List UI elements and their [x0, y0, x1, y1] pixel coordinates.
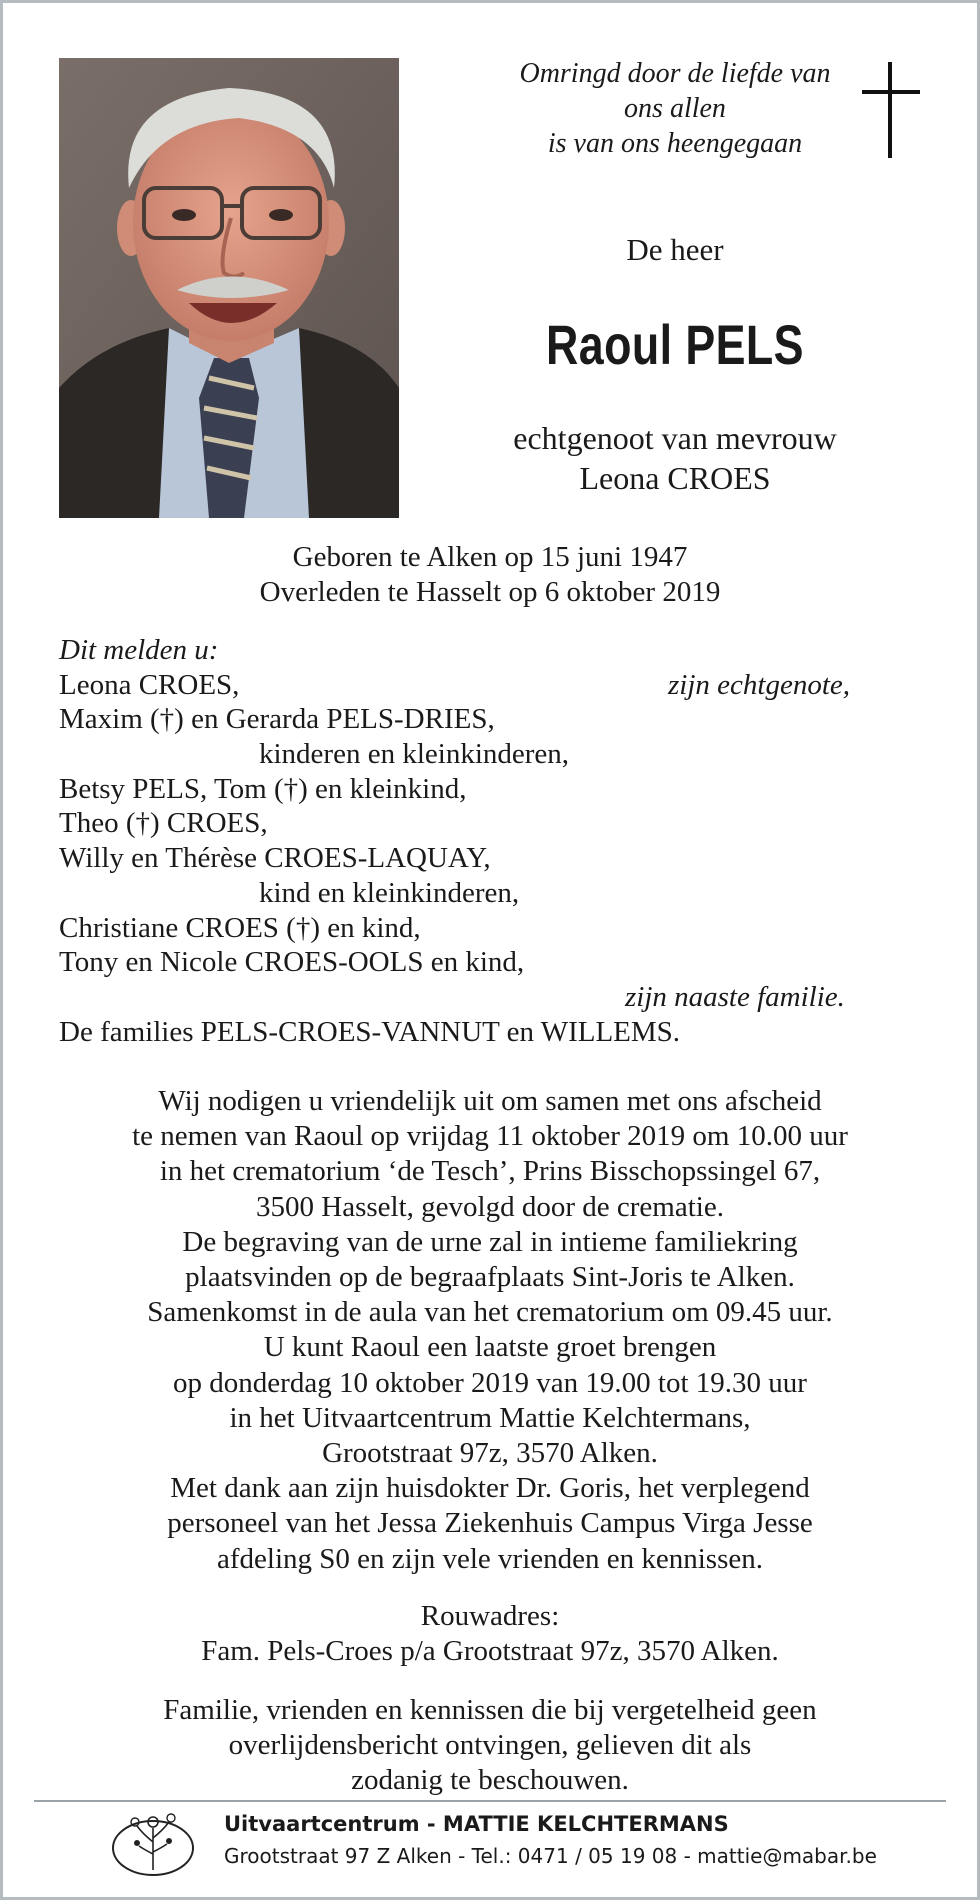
notice-line: Familie, vrienden en kennissen die bij vergetelheid geen: [163, 1694, 817, 1726]
family-member: Christiane CROES (†) en kind,: [59, 911, 421, 944]
birth-date: Geboren te Alken op 15 juni 1947: [292, 541, 688, 573]
notice-line: overlijdensbericht ontvingen, gelieven dit als: [228, 1729, 752, 1762]
family-member: Theo (†) CROES,: [59, 807, 268, 840]
intro-line: ons allen: [624, 93, 726, 124]
relation-label: zijn echtgenote,: [668, 668, 851, 701]
relation-label: zijn naaste familie.: [625, 980, 845, 1013]
notice-text: [0, 1693, 980, 1799]
death-date: Overleden te Hasselt op 6 oktober 2019: [259, 576, 721, 608]
life-dates: [0, 540, 980, 610]
notice-line: zodanig te beschouwen.: [351, 1764, 629, 1797]
spouse-line: echtgenoot van mevrouw: [513, 420, 837, 456]
honorific: De heer: [626, 232, 724, 267]
ceremony-line: afdeling S0 en zijn vele vrienden en kennissen.: [216, 1542, 763, 1575]
family-member: Betsy PELS, Tom (†) en kleinkind,: [59, 772, 467, 805]
deceased-name: Raoul PELS: [546, 313, 804, 376]
relation-line: kind en kleinkinderen,: [259, 876, 520, 909]
company-contact: Grootstraat 97 Z Alken - Tel.: 0471 / 05 19 08 - mattie@mabar.be: [224, 1844, 877, 1868]
family-intro: Dit melden u:: [59, 634, 219, 666]
ceremony-line: 3500 Hasselt, gevolgd door de crematie.: [256, 1190, 724, 1223]
family-list: [59, 633, 879, 1049]
family-member: Maxim (†) en Gerarda PELS-DRIES,: [59, 703, 495, 736]
ceremony-line: in het Uitvaartcentrum Mattie Kelchtermans,: [229, 1401, 751, 1434]
address-value: Fam. Pels-Croes p/a Grootstraat 97z, 3570 Alken.: [201, 1635, 779, 1668]
ceremony-line: Wij nodigen u vriendelijk uit om samen met ons afscheid: [158, 1085, 822, 1117]
ceremony-line: Grootstraat 97z, 3570 Alken.: [322, 1437, 658, 1470]
mourning-address: [0, 1599, 980, 1669]
flower-logo-icon: [105, 1808, 201, 1878]
footer-divider: [34, 1800, 946, 1802]
family-member: De families PELS-CROES-VANNUT en WILLEMS.: [59, 1015, 681, 1048]
family-member: Tony en Nicole CROES-OOLS en kind,: [59, 946, 525, 979]
ceremony-line: in het crematorium ‘de Tesch’, Prins Bisschopssingel 67,: [159, 1155, 821, 1188]
relation-line: kinderen en kleinkinderen,: [259, 738, 570, 771]
family-row: [59, 668, 879, 703]
spouse-line: Leona CROES: [579, 460, 771, 496]
address-label: Rouwadres:: [420, 1600, 560, 1632]
intro-line: Omringd door de liefde van: [519, 58, 831, 89]
ceremony-line: te nemen van Raoul op vrijdag 11 oktober 2019 om 10.00 uur: [132, 1120, 848, 1153]
family-member: Leona CROES,: [59, 668, 240, 701]
spouse-info: [420, 418, 930, 498]
footer-info: [224, 1812, 877, 1868]
portrait-photo: [59, 58, 399, 518]
ceremony-line: personeel van het Jessa Ziekenhuis Campus Virga Jesse: [167, 1507, 813, 1540]
ceremony-line: Samenkomst in de aula van het crematorium om 09.45 uur.: [147, 1296, 833, 1329]
intro-line: is van ons heengegaan: [547, 128, 803, 159]
ceremony-line: op donderdag 10 oktober 2019 van 19.00 tot 19.30 uur: [173, 1366, 807, 1399]
ceremony-text: [0, 1084, 980, 1577]
company-name: Uitvaartcentrum - MATTIE KELCHTERMANS: [224, 1812, 729, 1836]
intro-text: [420, 56, 930, 161]
ceremony-line: Met dank aan zijn huisdokter Dr. Goris, het verplegend: [170, 1472, 810, 1505]
family-row: [59, 980, 879, 1015]
ceremony-line: U kunt Raoul een laatste groet brengen: [263, 1331, 717, 1364]
family-member: Willy en Thérèse CROES-LAQUAY,: [59, 842, 491, 875]
ceremony-line: De begraving van de urne zal in intieme familiekring: [182, 1225, 798, 1258]
ceremony-line: plaatsvinden op de begraafplaats Sint-Joris te Alken.: [185, 1261, 795, 1294]
